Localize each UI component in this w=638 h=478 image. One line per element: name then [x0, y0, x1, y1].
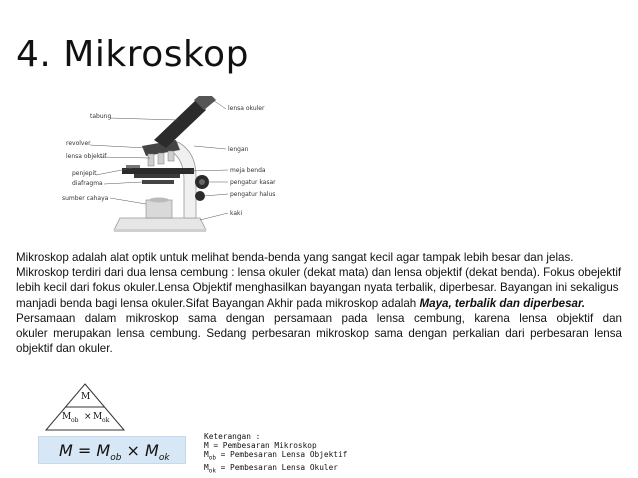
legend-subscript: ob	[208, 454, 216, 462]
label-lengan: lengan	[228, 146, 249, 153]
triangle-m2: M	[93, 412, 103, 422]
legend-symbol: M	[204, 450, 209, 459]
triangle-times: ×	[84, 412, 92, 422]
paragraph-line: Persamaan dalam mikroskop sama dengan persamaan pada lensa cembung, karena lensa objektif dan	[16, 311, 622, 325]
label-penjepit: penjepit	[72, 170, 97, 177]
paragraph-line: Mikroskop terdiri dari dua lensa cembung : lensa okuler (dekat mata) dan lensa objektif (dekat benda). Fokus obejektif	[16, 266, 622, 280]
paragraph-line-text: manjadi benda bagi lensa okuler.Sifat Bayangan Akhir pada mikroskop adalah	[16, 296, 420, 310]
body-paragraph	[16, 250, 622, 356]
legend-subscript: ok	[208, 467, 216, 475]
formula-sub-ok: ok	[158, 453, 170, 464]
slide-title: 4. Mikroskop	[16, 34, 249, 75]
triangle-top-text: M	[81, 392, 91, 402]
formula-sub-ob: ob	[110, 453, 122, 464]
label-pengatur-halus: pengatur halus	[230, 191, 276, 198]
legend-description: = Pembesaran Lensa Okuler	[215, 462, 338, 472]
legend-row	[204, 463, 347, 476]
label-sumber-cahaya: sumber cahaya	[62, 195, 109, 202]
paragraph-line	[16, 296, 622, 311]
paragraph-line: lebih kecil dari fokus okuler.Lensa Objektif menghasilkan bayangan nyata terbalik, diperbesar. Bayangan ini sekaligus	[16, 281, 619, 295]
paragraph-line: Mikroskop adalah alat optik untuk melihat benda-benda yang sangat kecil agar tampak lebih besar dan jelas.	[16, 251, 574, 264]
legend-description: = Pembesaran Lensa Objektif	[215, 450, 348, 459]
label-revolver: revolver	[66, 140, 91, 147]
label-meja-benda: meja benda	[230, 167, 266, 174]
legend-symbol: M	[204, 462, 209, 472]
formula-text	[59, 441, 170, 463]
triangle-sub2: ok	[102, 417, 110, 424]
label-diafragma: diafragma	[72, 180, 103, 187]
paragraph-line: okuler merupakan lensa cembung. Sedang perbesaran mikroskop sama dengan perkalian dari perbesaran lensa	[16, 327, 622, 341]
microscope-figure	[50, 96, 310, 238]
label-lensa-objektif: lensa objektif	[66, 153, 107, 160]
emphasis-text: Maya, terbalik dan diperbesar.	[419, 296, 586, 310]
label-pengatur-kasar: pengatur kasar	[230, 179, 276, 186]
formula-times: × M	[121, 441, 159, 460]
legend-heading: Keterangan :	[204, 432, 261, 441]
triangle-shape	[44, 382, 126, 432]
microscope-illustration	[50, 96, 310, 238]
label-lensa-okuler: lensa okuler	[228, 105, 265, 112]
paragraph-line: objektif dan okuler.	[16, 342, 113, 356]
label-kaki: kaki	[230, 210, 243, 217]
legend-row	[204, 450, 347, 463]
formula-legend	[204, 432, 347, 475]
formula-lhs: M = M	[59, 441, 111, 460]
legend-row: M = Pembesaran Mikroskop	[204, 441, 317, 450]
triangle-sub1: ob	[71, 417, 79, 424]
triangle-m1: M	[62, 412, 72, 422]
triangle-mnemonic	[44, 382, 126, 432]
formula-box	[38, 436, 186, 464]
label-tabung: tabung	[90, 113, 112, 120]
